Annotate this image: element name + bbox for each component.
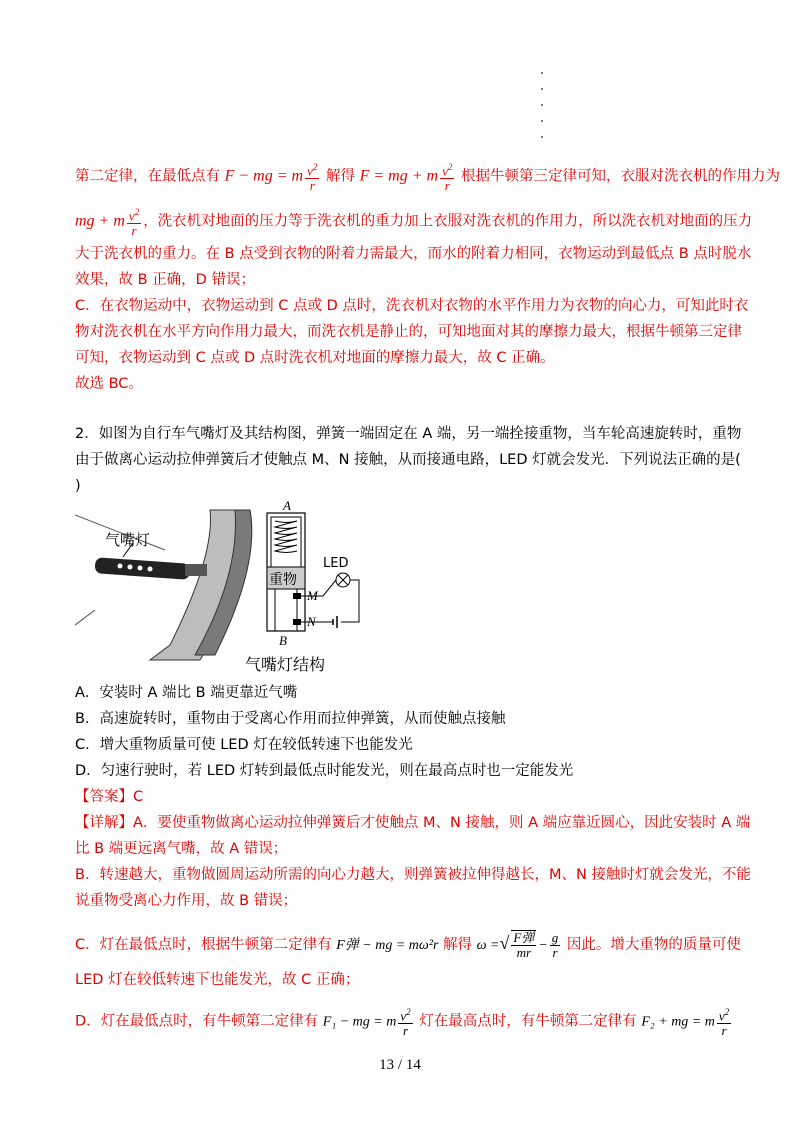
text-line: 说重物受离心力作用，故 B 错误； <box>75 893 298 909</box>
page-number: 13 / 14 <box>379 1057 421 1073</box>
label-m: M <box>307 588 318 603</box>
text-line: LED 灯在较低转速下也能发光，故 C 正确； <box>75 972 360 988</box>
option-b: B．高速旋转时，重物由于受离心作用而拉伸弹簧，从而使触点接触 <box>75 711 506 727</box>
text-line: 第二定律，在最低点有 F − mg = m $\frac{v^2}{r}$ 解得 F = mg + m $\frac{v^2}{r}$ 根据牛顿第三定律可知，衣服对洗衣机的作用力为 <box>75 162 780 194</box>
label-a: A <box>283 498 291 513</box>
label-n: N <box>307 614 316 629</box>
text-line: 效果，故 B 正确，D 错误； <box>75 272 255 288</box>
text-line: B．转速越大，重物做圆周运动所需的向心力越大，则弹簧被拉伸得越长，M、N 接触时灯就会发光，不能 <box>75 867 751 883</box>
text-line: 比 B 端更远离气嘴，故 A 错误； <box>75 841 288 857</box>
question-text: 2．如图为自行车气嘴灯及其结构图，弹簧一端固定在 A 端，另一端拴接重物，当车轮高速旋转时，重物 <box>75 426 742 442</box>
text-line: mg + m $\frac{v^2}{r}$ ，洗衣机对地面的压力等于洗衣机的重力加上衣服对洗衣机的作用力，所以洗衣机对地面的压力 <box>75 207 753 239</box>
label-valve-lamp: 气嘴灯 <box>105 531 151 549</box>
answer: 【答案】C <box>75 789 144 805</box>
question-text: ) <box>75 478 81 494</box>
figure-caption: 气嘴灯结构 <box>245 655 326 674</box>
text-line: 物对洗衣机在水平方向作用力最大，而洗衣机是静止的，可知地面对其的摩擦力最大，根据牛顿第三定律 <box>75 324 742 340</box>
label-b: B <box>279 633 287 648</box>
text-line: D．灯在最低点时，有牛顿第二定律有 F₁ − mg = m $\frac{v^2}{r}$ 灯在最高点时，有牛顿第二定律有 F₂ + mg = m $\frac{v^2}{r}$ <box>75 1007 730 1039</box>
text-line: C．在衣物运动中，衣物运动到 C 点或 D 点时，洗衣机对衣物的水平作用力为衣物的向心力，可知此时衣 <box>75 298 749 314</box>
option-d: D．匀速行驶时，若 LED 灯转到最低点时能发光，则在最高点时也一定能发光 <box>75 763 574 779</box>
option-a: A．安装时 A 端比 B 端更靠近气嘴 <box>75 685 298 701</box>
question-text: 由于做离心运动拉伸弹簧后才使触点 M、N 接触，从而接通电路，LED 灯就会发光．下列说法正确的是( <box>75 452 741 468</box>
text-line: 大于洗衣机的重力。在 B 点受到衣物的附着力需最大，而水的附着力相同，衣物运动到最低点 B 点时脱水 <box>75 246 752 262</box>
text-line: 故选 BC。 <box>75 376 143 392</box>
text-line: 可知，衣物运动到 C 点或 D 点时洗衣机对地面的摩擦力最大，故 C 正确。 <box>75 350 555 366</box>
valve-lamp-figure <box>75 495 405 680</box>
margin-dots <box>541 72 545 142</box>
label-led: LED <box>323 556 349 571</box>
option-c: C．增大重物质量可使 LED 灯在较低转速下也能发光 <box>75 737 413 753</box>
text-line: C．灯在最低点时，根据牛顿第二定律有 F弹 − mg = mω²r 解得 ω =√ $\frac{\text{F弹}}{mr}$ − $\frac{g}{r}$ 因此。增大重物的质量可使 <box>75 929 741 960</box>
label-weight: 重物 <box>269 572 297 588</box>
text-line: 【详解】A．要使重物做离心运动拉伸弹簧后才使触点 M、N 接触，则 A 端应靠近圆心，因此安装时 A 端 <box>75 815 751 831</box>
